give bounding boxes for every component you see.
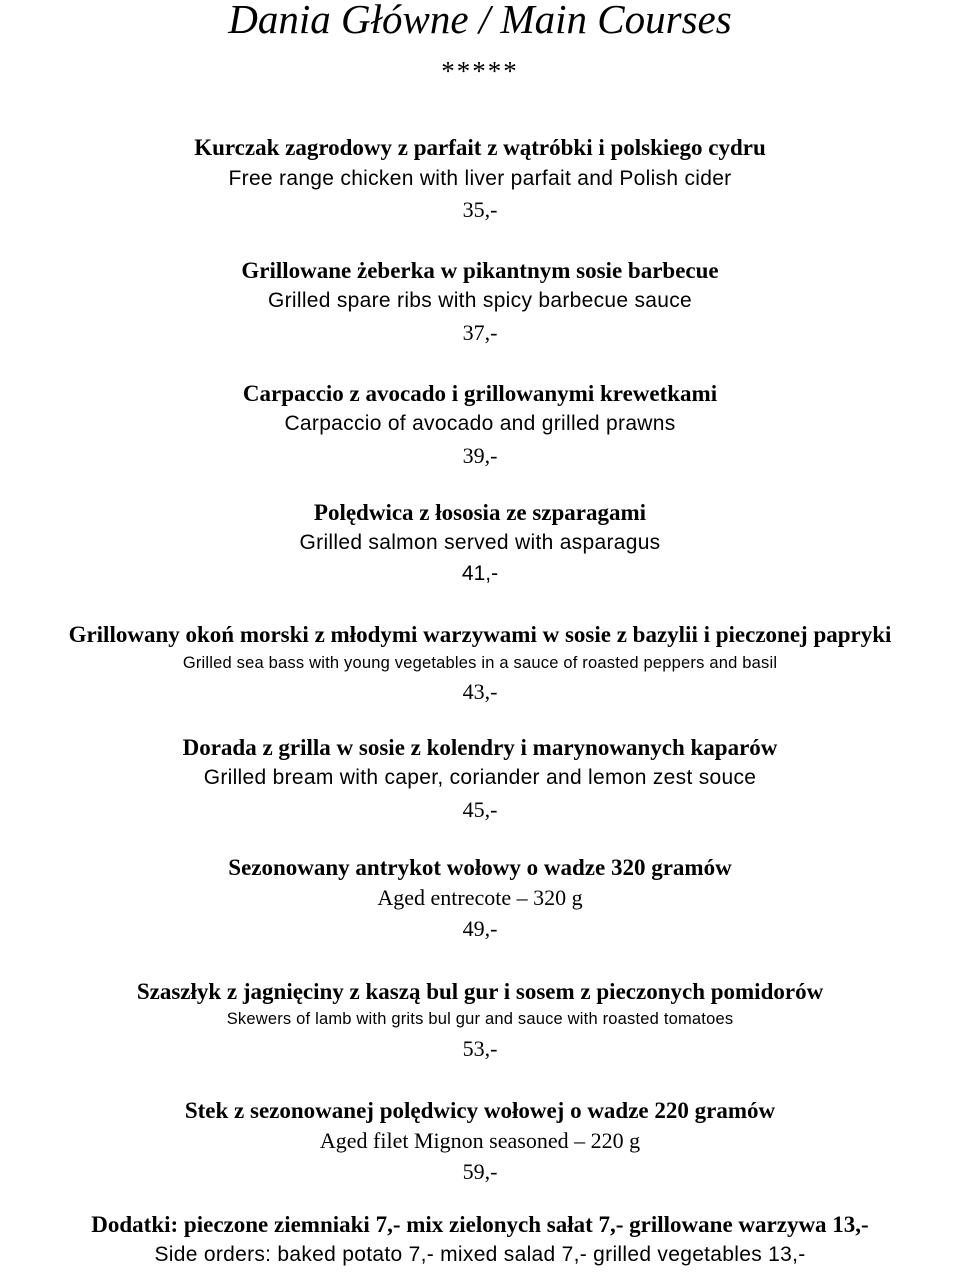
dish-name-pl: Kurczak zagrodowy z parfait z wątróbki i polskiego cydru xyxy=(194,135,766,160)
side-orders-pl: Dodatki: pieczone ziemniaki 7,- mix zielonych sałat 7,- grillowane warzywa 13,- xyxy=(91,1212,869,1237)
dish-name-pl: Stek z sezonowanej polędwicy wołowej o wadze 220 gramów xyxy=(184,1098,776,1123)
title-separator: ***** xyxy=(441,56,519,86)
dish-name-pl: Sezonowany antrykot wołowy o wadze 320 gramów xyxy=(228,855,732,880)
dish-price: 49,- xyxy=(462,916,498,941)
dish-name-en: Aged filet Mignon seasoned – 220 g xyxy=(319,1128,641,1153)
dish-price: 45,- xyxy=(462,797,498,822)
dish-price: 35,- xyxy=(462,197,498,222)
dish-name-en: Skewers of lamb with grits bul gur and sauce with roasted tomatoes xyxy=(226,1010,734,1028)
side-orders-en: Side orders: baked potato 7,- mixed salad 7,- grilled vegetables 13,- xyxy=(154,1243,806,1266)
dish-price: 43,- xyxy=(462,679,498,704)
dish-name-en: Grilled spare ribs with spicy barbecue sauce xyxy=(267,289,693,312)
dish-price: 37,- xyxy=(462,320,498,345)
dish-name-pl: Carpaccio z avocado i grillowanymi krewetkami xyxy=(242,381,718,406)
dish-name-en: Grilled sea bass with young vegetables in a sauce of roasted peppers and basil xyxy=(182,654,778,672)
dish-name-en: Grilled salmon served with asparagus xyxy=(299,531,661,554)
dish-name-pl: Szaszłyk z jagnięciny z kaszą bul gur i sosem z pieczonych pomidorów xyxy=(136,979,824,1004)
dish-name-pl: Polędwica z łososia ze szparagami xyxy=(313,500,647,525)
dish-price: 39,- xyxy=(462,443,498,468)
dish-name-pl: Grillowany okoń morski z młodymi warzywami w sosie z bazylii i pieczonej papryki xyxy=(68,622,892,647)
dish-name-en: Grilled bream with caper, coriander and lemon zest souce xyxy=(203,766,757,789)
dish-name-en: Aged entrecote – 320 g xyxy=(377,885,583,910)
dish-price: 41,- xyxy=(461,562,499,585)
dish-price: 59,- xyxy=(462,1159,498,1184)
dish-price: 53,- xyxy=(462,1036,498,1061)
dish-name-pl: Dorada z grilla w sosie z kolendry i marynowanych kaparów xyxy=(182,735,778,760)
dish-name-pl: Grillowane żeberka w pikantnym sosie barbecue xyxy=(241,258,719,283)
page-title: Dania Główne / Main Courses xyxy=(228,0,732,42)
dish-name-en: Free range chicken with liver parfait and Polish cider xyxy=(228,167,732,190)
dish-name-en: Carpaccio of avocado and grilled prawns xyxy=(284,412,676,435)
